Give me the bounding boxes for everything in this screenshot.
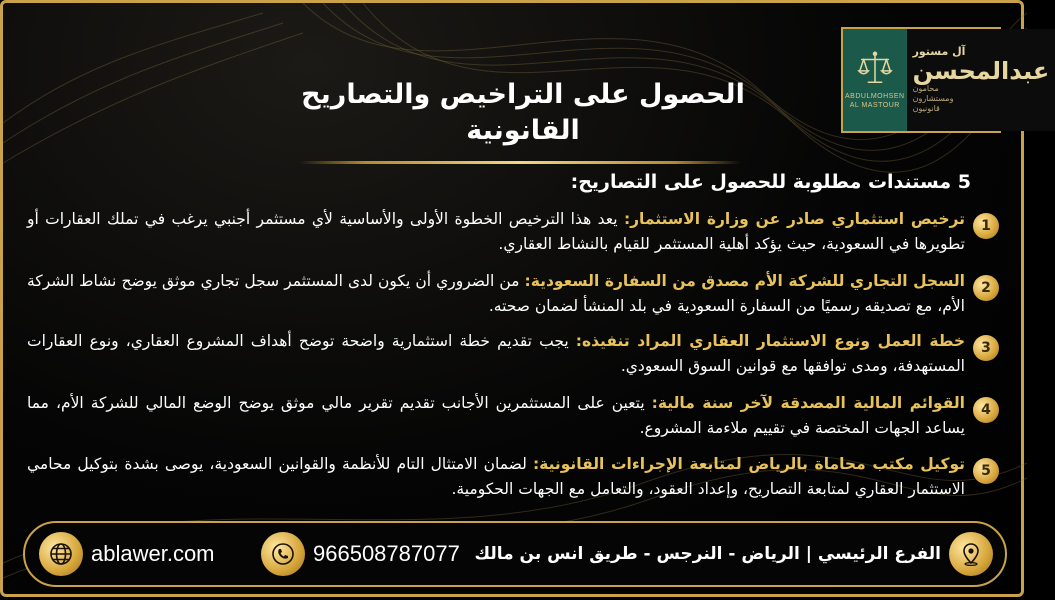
logo-family-name: آل مستور <box>912 45 966 58</box>
logo-tagline-2: ومستشارون <box>912 94 954 103</box>
office-address: الفرع الرئيسي | الرياض - النرجس - طريق انس بن مالك <box>474 544 941 564</box>
location-pin-icon <box>949 532 993 576</box>
list-item <box>27 207 999 257</box>
item-number-badge: 4 <box>973 397 999 423</box>
item-heading: خطة العمل ونوع الاستثمار العقاري المراد تنفيذه: <box>575 332 965 350</box>
page-title-line2: القانونية <box>466 115 580 146</box>
logo-tagline-1: محامون <box>912 84 939 93</box>
website-group[interactable] <box>39 532 215 576</box>
logo-wordmark <box>907 29 1055 131</box>
item-text <box>27 269 965 319</box>
section-heading: 5 مستندات مطلوبة للحصول على التصاريح: <box>570 171 971 193</box>
item-body: يتعين على المستثمرين الأجانب تقديم تقرير مالي موثق يوضح الوضع المالي للشركة الأم، مما يساعد الجهات المختصة في تقييم ملاءمة المشروع. <box>27 394 965 437</box>
list-item <box>27 452 999 502</box>
item-heading: توكيل مكتب محاماة بالرياض لمتابعة الإجراءات القانونية: <box>532 455 965 473</box>
item-text <box>27 452 965 502</box>
list-item <box>27 329 999 379</box>
globe-icon <box>39 532 83 576</box>
item-body: لضمان الامتثال التام للأنظمة والقوانين السعودية، يوصى بشدة بتوكيل محامي الاستثمار العقاري لمتابعة التصاريح، وإعداد العقود، والتعامل مع الجهات الحكومية. <box>27 455 965 498</box>
logo-tagline-3: قانونيون <box>912 104 940 113</box>
list-item <box>27 391 999 441</box>
item-body: من الضروري أن يكون لدى المستثمر سجل تجاري موثق يوضح نشاط الشركة الأم، مع تصديقه رسميًا من السفارة السعودية في بلد المنشأ لضمان صحته. <box>27 272 965 315</box>
item-number-badge: 1 <box>973 213 999 239</box>
page-title-line1: الحصول على التراخيص والتصاريح <box>301 79 745 110</box>
item-heading: السجل التجاري للشركة الأم مصدق من السفارة السعودية: <box>524 272 965 290</box>
logo-emblem <box>843 29 907 131</box>
firm-logo <box>841 27 1050 133</box>
phone-icon <box>261 532 305 576</box>
contact-footer <box>23 521 1007 587</box>
logo-english-name <box>845 92 905 110</box>
item-text <box>27 207 965 257</box>
item-text <box>27 329 965 379</box>
item-body: يجب تقديم خطة استثمارية واضحة توضح أهداف المشروع العقاري، ونوع العقارات المستهدفة، ومدى توافقها مع قوانين السوق السعودي. <box>27 332 965 375</box>
phone-group[interactable] <box>261 532 460 576</box>
logo-english-line2: AL MASTOUR <box>849 102 900 109</box>
item-body: يعد هذا الترخيص الخطوة الأولى والأساسية لأي مستثمر أجنبي يرغب في تملك العقارات أو تطويرها في السعودية، حيث يؤكد أهلية المستثمر للقيام بالنشاط العقاري. <box>27 210 965 253</box>
scales-of-justice-icon <box>856 50 894 88</box>
title-divider <box>299 161 741 164</box>
phone-number[interactable]: 966508787077 <box>313 541 460 566</box>
item-number-badge: 2 <box>973 275 999 301</box>
item-heading: ترخيص استثماري صادر عن وزارة الاستثمار: <box>623 210 965 228</box>
item-number-badge: 3 <box>973 335 999 361</box>
website-link[interactable]: ablawer.com <box>91 541 215 566</box>
logo-english-line1: ABDULMOHSEN <box>845 93 905 100</box>
address-group <box>474 532 993 576</box>
page-title <box>223 77 823 149</box>
list-item <box>27 269 999 319</box>
item-heading: القوائم المالية المصدقة لآخر سنة مالية: <box>651 394 965 412</box>
logo-main-name: عبدالمحسن <box>912 57 1050 85</box>
item-number-badge: 5 <box>973 458 999 484</box>
item-text <box>27 391 965 441</box>
